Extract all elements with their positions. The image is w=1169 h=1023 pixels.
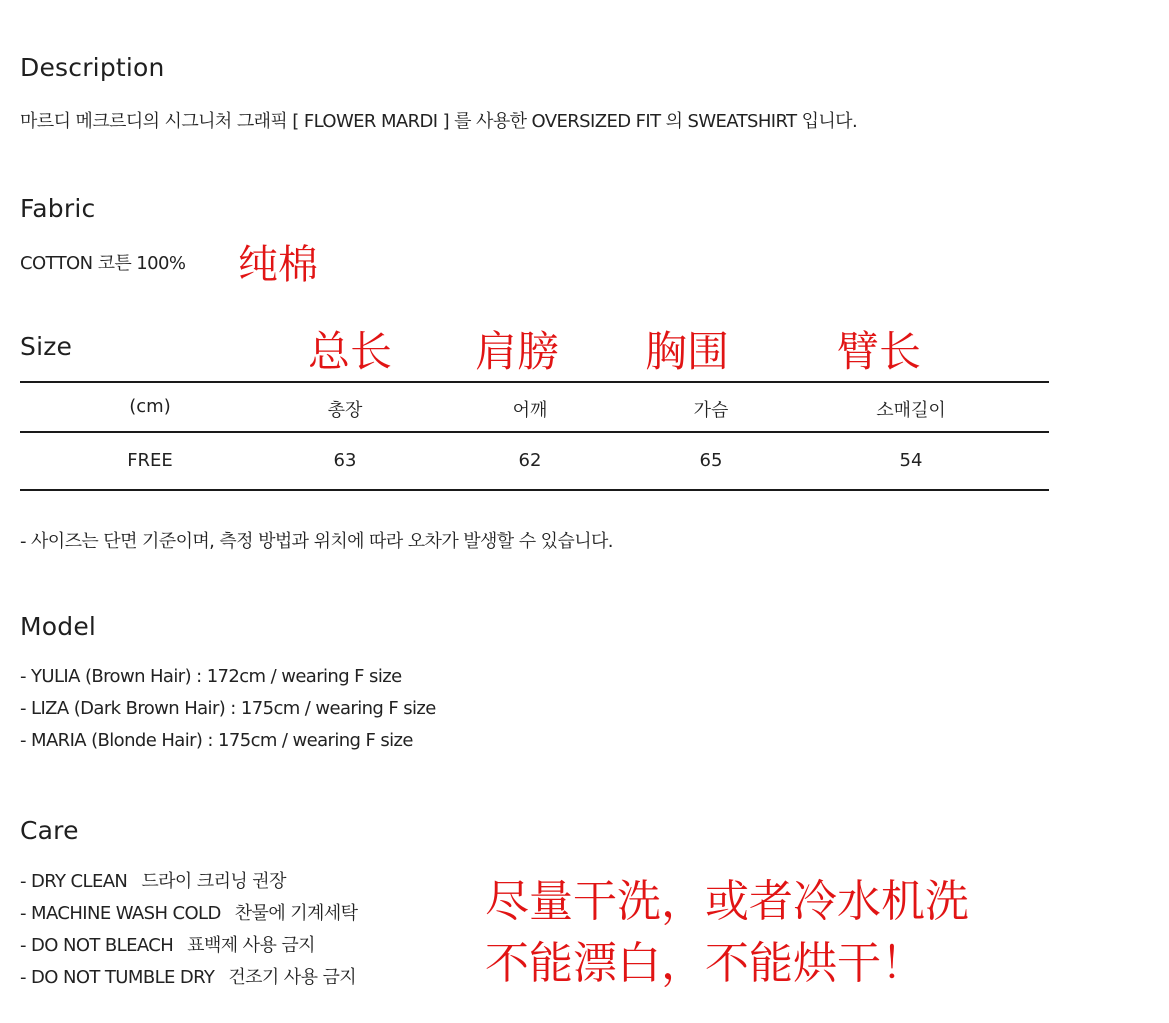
description-heading: Description	[20, 53, 165, 82]
model-heading: Model	[20, 612, 97, 641]
table-cell-size: FREE	[127, 450, 173, 471]
list-item: - MARIA (Blonde Hair) : 175cm / wearing F size	[20, 730, 413, 751]
description-text: 마르디 메크르디의 시그니처 그래픽 [ FLOWER MARDI ] 를 사용한 OVERSIZED FIT 의 SWEATSHIRT 입니다.	[20, 111, 858, 132]
list-item	[20, 930, 357, 962]
table-rule-middle	[20, 431, 1049, 433]
table-rule-bottom	[20, 489, 1049, 491]
care-item-kr: 표백제 사용 금지	[187, 935, 315, 956]
fabric-annotation: 纯棉	[238, 242, 318, 288]
table-header-unit: (cm)	[129, 396, 171, 417]
care-item-kr: 건조기 사용 금지	[228, 967, 357, 988]
list-item	[20, 866, 357, 898]
size-annotation-chest: 胸围	[645, 327, 730, 376]
care-annotation-line-2: 不能漂白，不能烘干！	[485, 938, 925, 989]
table-header-total-length: 총장	[327, 400, 363, 421]
size-heading: Size	[20, 332, 73, 361]
table-header-sleeve: 소매길이	[876, 400, 946, 421]
care-annotation-line-1: 尽量干洗，或者冷水机洗	[485, 876, 969, 927]
table-header-shoulder: 어깨	[512, 400, 548, 421]
care-item-en: - DO NOT BLEACH	[20, 935, 174, 956]
size-annotation-shoulder: 肩膀	[475, 327, 560, 376]
size-annotation-total-length: 总长	[308, 327, 393, 376]
table-cell-shoulder: 62	[518, 450, 542, 471]
fabric-heading: Fabric	[20, 194, 96, 223]
model-list	[20, 661, 436, 757]
list-item	[20, 962, 357, 994]
size-annotation-sleeve: 臂长	[837, 327, 922, 376]
table-cell-total-length: 63	[333, 450, 357, 471]
list-item	[20, 898, 357, 930]
table-cell-sleeve: 54	[899, 450, 923, 471]
care-item-en: - DO NOT TUMBLE DRY	[20, 967, 215, 988]
care-item-kr: 드라이 크리닝 권장	[141, 871, 286, 892]
list-item: - LIZA (Dark Brown Hair) : 175cm / wearing F size	[20, 698, 436, 719]
list-item: - YULIA (Brown Hair) : 172cm / wearing F size	[20, 666, 402, 687]
care-list	[20, 866, 357, 994]
fabric-text: COTTON 코튼 100%	[20, 253, 186, 274]
table-rule-top	[20, 381, 1049, 383]
size-note: - 사이즈는 단면 기준이며, 측정 방법과 위치에 따라 오차가 발생할 수 있습니다.	[20, 531, 613, 552]
care-item-kr: 찬물에 기계세탁	[234, 903, 358, 924]
table-header-chest: 가슴	[693, 400, 729, 421]
care-item-en: - DRY CLEAN	[20, 871, 128, 892]
table-cell-chest: 65	[699, 450, 723, 471]
care-heading: Care	[20, 816, 79, 845]
care-item-en: - MACHINE WASH COLD	[20, 903, 221, 924]
